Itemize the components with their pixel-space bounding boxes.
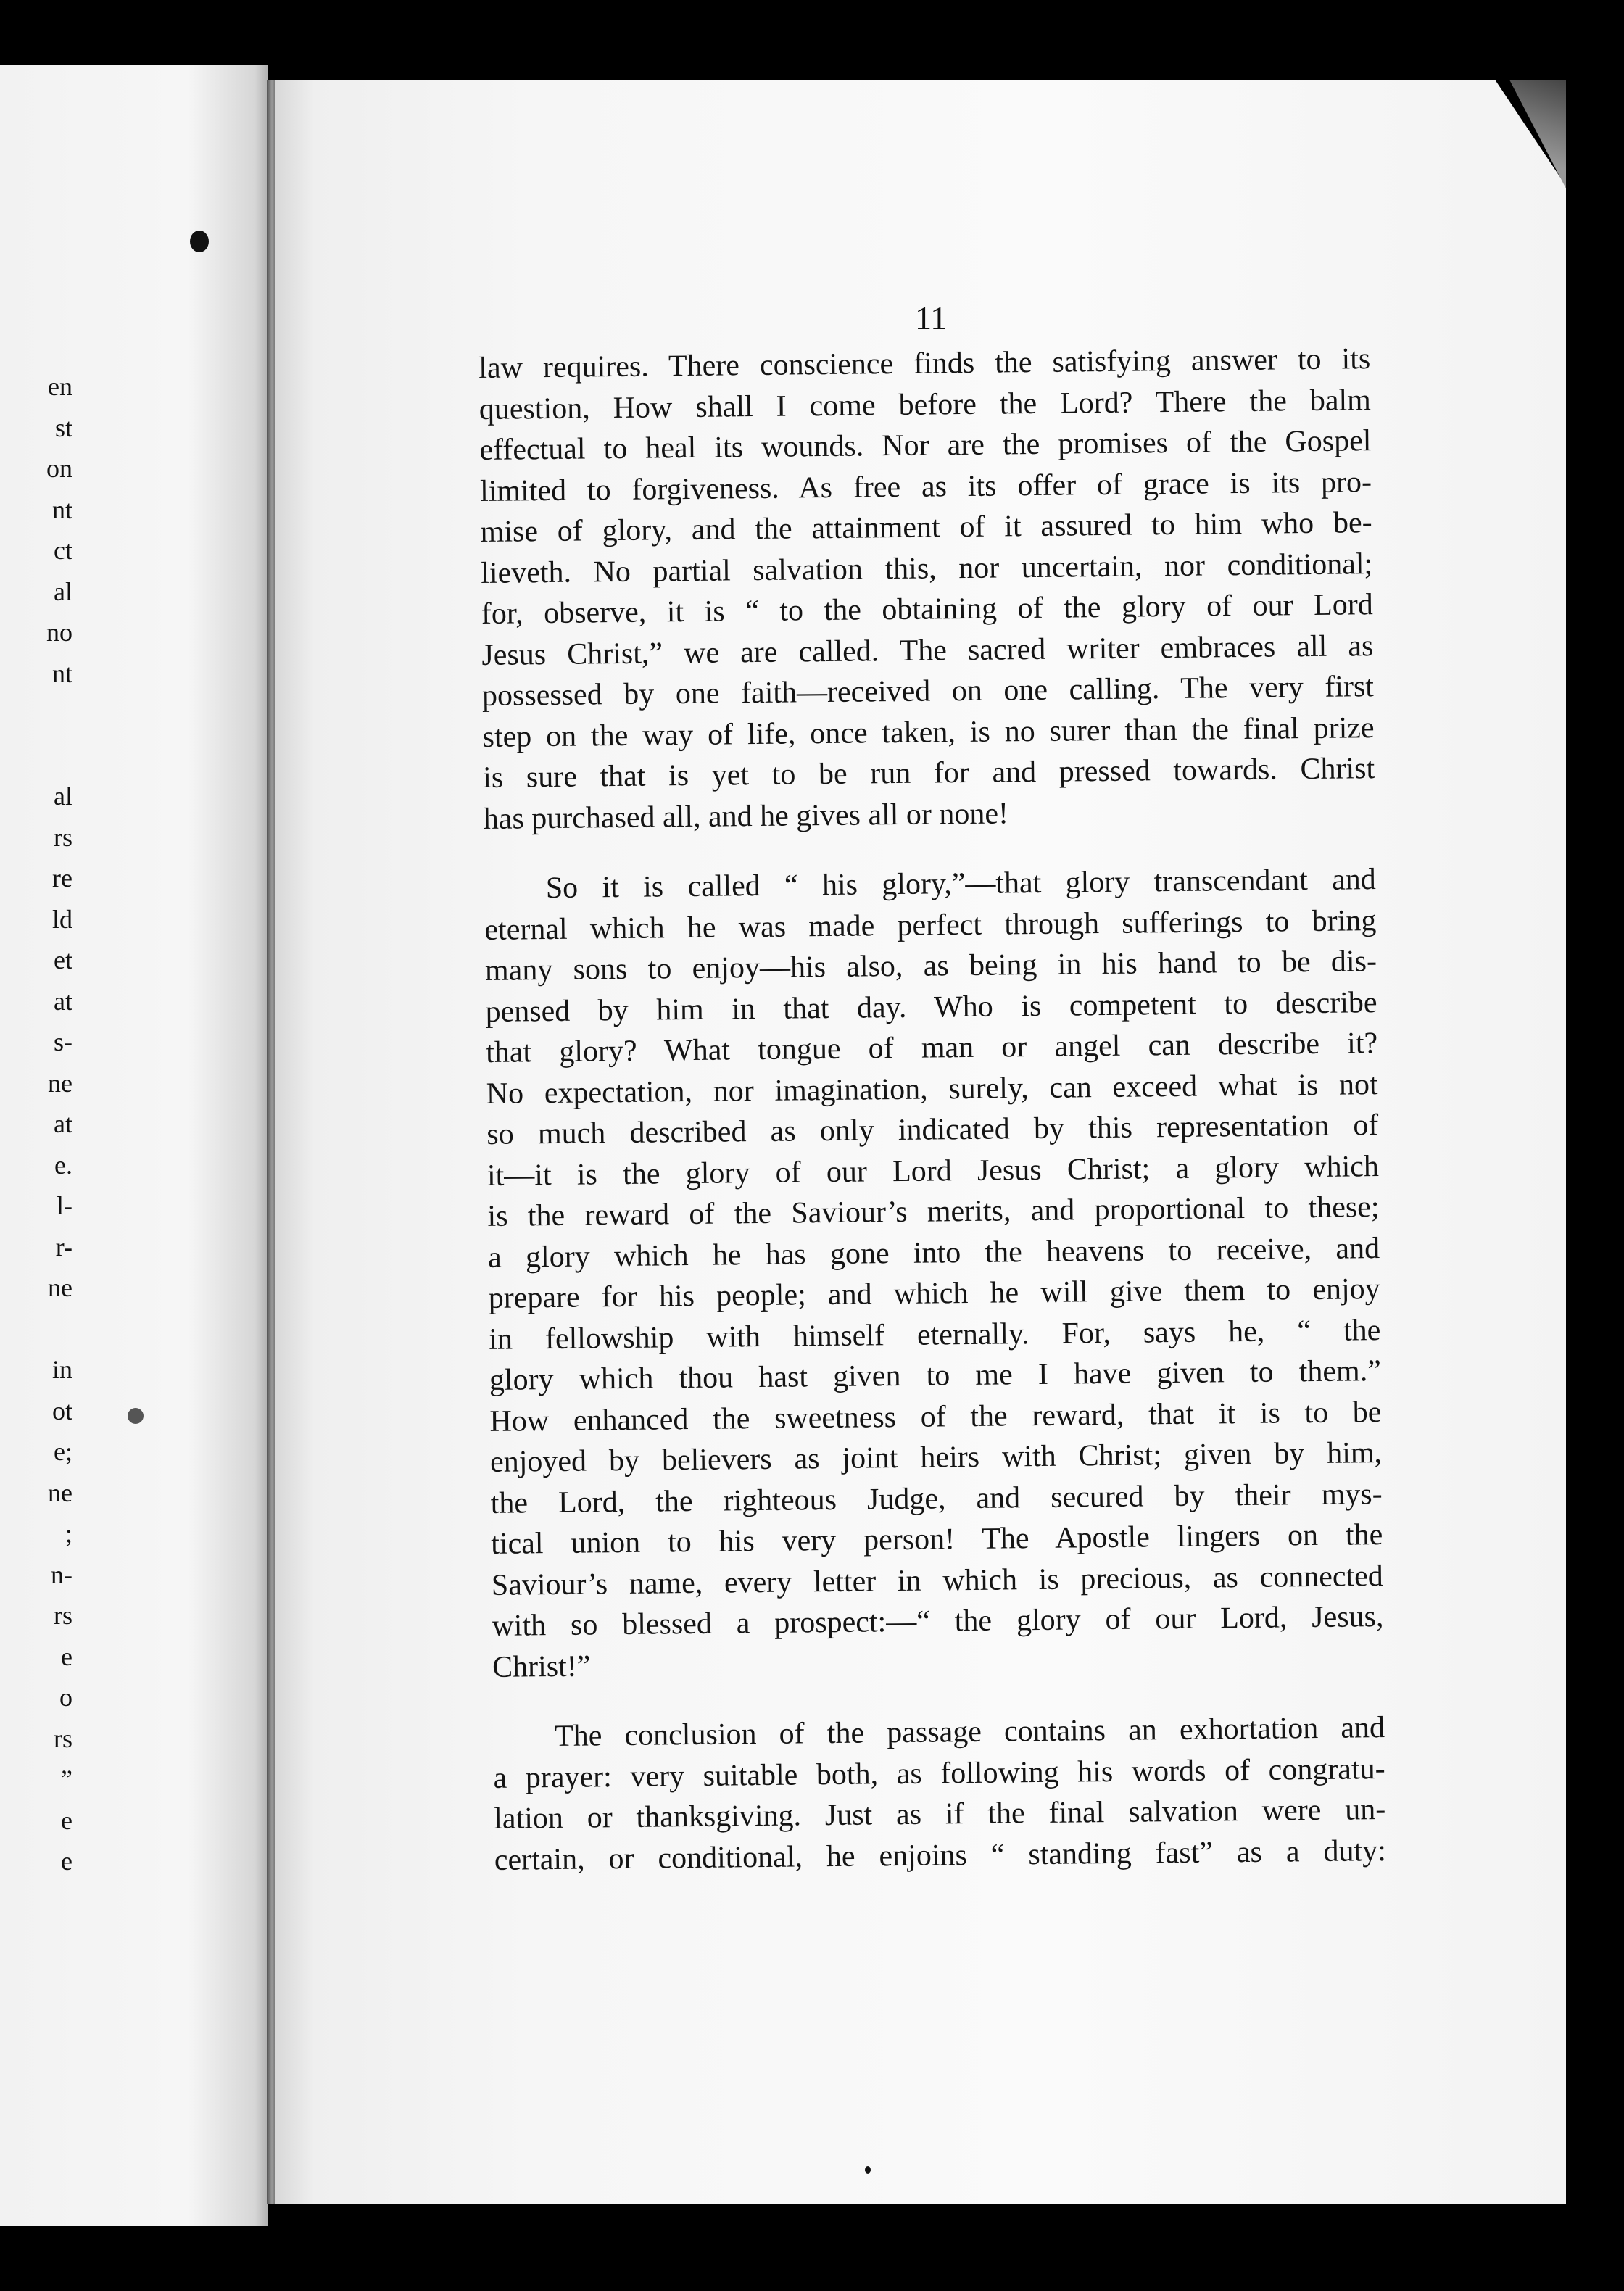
facing-page-fragment: ne bbox=[48, 1273, 72, 1302]
ink-spot bbox=[190, 231, 209, 252]
body-text bbox=[478, 339, 1386, 1881]
facing-page-fragment: al bbox=[54, 782, 72, 811]
facing-page-fragment: al bbox=[54, 576, 72, 606]
text-line: with so blessed a prospect:—“ the glory of our Lord, Jesus, bbox=[492, 1600, 1384, 1643]
facing-page-fragment: rs bbox=[54, 822, 72, 852]
text-line: tical union to his very person! The Apostle lingers on the bbox=[491, 1518, 1383, 1561]
facing-page-fragment: ne bbox=[48, 1068, 72, 1098]
facing-page-fragment: at bbox=[54, 986, 72, 1016]
text-line: certain, or conditional, he enjoins “ standing fast” as a duty: bbox=[494, 1834, 1387, 1877]
text-line: for, observe, it is “ to the obtaining of the glory of our Lord bbox=[481, 588, 1374, 631]
text-line: mise of glory, and the attainment of it assured to him who be- bbox=[480, 506, 1372, 549]
facing-page-fragment: o bbox=[59, 1683, 72, 1712]
text-line: it—it is the glory of our Lord Jesus Christ; a glory which bbox=[486, 1149, 1380, 1193]
facing-page-fragment: on bbox=[46, 454, 72, 483]
text-line: in fellowship with himself eternally. For, says he, “ the bbox=[489, 1313, 1381, 1356]
facing-page-fragment: ne bbox=[48, 1478, 72, 1507]
text-line: is sure that is yet to be run for and pressed towards. Christ bbox=[482, 752, 1375, 795]
text-line: limited to forgiveness. As free as its offer of grace is its pro- bbox=[479, 465, 1372, 508]
facing-page-fragment: ; bbox=[65, 1519, 72, 1548]
facing-page-fragment: ld bbox=[51, 904, 72, 934]
text-line: effectual to heal its wounds. Nor are the promises of the Gospel bbox=[479, 424, 1372, 467]
facing-page-fragment: et bbox=[54, 945, 72, 974]
facing-page-fragment: in bbox=[51, 1355, 72, 1384]
facing-page-fragment: at bbox=[54, 1109, 72, 1138]
facing-page-fragment bbox=[0, 735, 72, 776]
text-line: lation or thanksgiving. Just as if the final salvation were un- bbox=[494, 1793, 1386, 1836]
text-line: How enhanced the sweetness of the reward, that it is to be bbox=[489, 1395, 1382, 1438]
text-line: possessed by one faith—received on one calling. The very first bbox=[481, 670, 1375, 713]
facing-page-fragment: e bbox=[61, 1805, 72, 1835]
facing-page-fragment: st bbox=[54, 413, 72, 442]
facing-page-text-fragments bbox=[0, 366, 72, 1882]
text-line: The conclusion of the passage contains an exhortation and bbox=[554, 1711, 1385, 1754]
text-line: many sons to enjoy—his also, as being in his hand to be dis- bbox=[484, 945, 1378, 987]
text-line: a prayer: very suitable both, as following his words of congratu- bbox=[493, 1752, 1385, 1795]
facing-page-fragment: en bbox=[48, 372, 72, 401]
facing-page-fragment: rs bbox=[54, 1601, 72, 1630]
text-line: pensed by him in that day. Who is competent to describe bbox=[485, 985, 1378, 1029]
facing-page-fragment: nt bbox=[51, 494, 72, 524]
facing-page-fragment: e bbox=[61, 1641, 72, 1671]
facing-page-fragment: nt bbox=[51, 658, 72, 688]
paragraph bbox=[478, 339, 1375, 840]
text-line: eternal which he was made perfect through sufferings to bring bbox=[484, 903, 1377, 947]
facing-page-fragment: e bbox=[61, 1847, 72, 1876]
text-line: that glory? What tongue of man or angel can describe it? bbox=[485, 1027, 1378, 1069]
facing-page-fragment: r- bbox=[55, 1232, 72, 1262]
facing-page-fragment bbox=[0, 1309, 72, 1350]
facing-page-fragment: ot bbox=[51, 1396, 72, 1425]
text-line: Jesus Christ,” we are called. The sacred writer embraces all as bbox=[481, 629, 1374, 672]
paragraph bbox=[493, 1707, 1386, 1881]
text-line: has purchased all, and he gives all or none! bbox=[483, 796, 1009, 836]
text-line: No expectation, nor imagination, surely, can exceed what is not bbox=[486, 1067, 1378, 1111]
text-line: lieveth. No partial salvation this, nor uncertain, nor conditional; bbox=[481, 547, 1373, 590]
facing-page-fragment: n- bbox=[51, 1559, 72, 1589]
text-line: Saviour’s name, every letter in which is precious, as connected bbox=[491, 1559, 1384, 1602]
text-line: enjoyed by believers as joint heirs with Christ; given by him, bbox=[489, 1436, 1383, 1479]
text-line: So it is called “ his glory,”—that glory transcendant and bbox=[545, 863, 1376, 906]
facing-page-fragment: l- bbox=[57, 1191, 72, 1220]
facing-page-fragment bbox=[0, 694, 72, 735]
page-number: 11 bbox=[915, 299, 948, 336]
text-line: law requires. There conscience finds the satisfying answer to its bbox=[478, 342, 1371, 385]
facing-page-fragment: s- bbox=[54, 1027, 72, 1056]
paragraph bbox=[484, 859, 1385, 1688]
text-line: step on the way of life, once taken, is no surer than the final prize bbox=[482, 710, 1375, 754]
facing-page-fragment: rs bbox=[54, 1723, 72, 1753]
text-line: the Lord, the righteous Judge, and secured by their mys- bbox=[490, 1477, 1383, 1520]
facing-page-fragment: e; bbox=[54, 1437, 72, 1466]
facing-page-fragment: re bbox=[52, 863, 72, 892]
text-line: Christ!” bbox=[492, 1649, 591, 1684]
facing-page-fragment: e. bbox=[54, 1150, 72, 1180]
facing-page-fragment: ct bbox=[54, 536, 72, 565]
text-line: question, How shall I come before the Lord? There the balm bbox=[478, 383, 1372, 426]
facing-page-fragment: no bbox=[46, 618, 72, 647]
text-line: is the reward of the Saviour’s merits, and proportional to these; bbox=[487, 1190, 1380, 1233]
ink-spot bbox=[865, 2166, 871, 2174]
text-line: prepare for his people; and which he will give them to enjoy bbox=[488, 1272, 1380, 1315]
text-line: a glory which he has gone into the heavens to receive, and bbox=[487, 1231, 1380, 1275]
ink-spot bbox=[128, 1408, 144, 1424]
text-line: glory which thou hast given to me I have given to them.” bbox=[489, 1354, 1382, 1397]
facing-page-fragment: ” bbox=[61, 1765, 72, 1794]
book-gutter bbox=[267, 80, 277, 2204]
text-line: so much described as only indicated by this representation of bbox=[486, 1109, 1379, 1151]
